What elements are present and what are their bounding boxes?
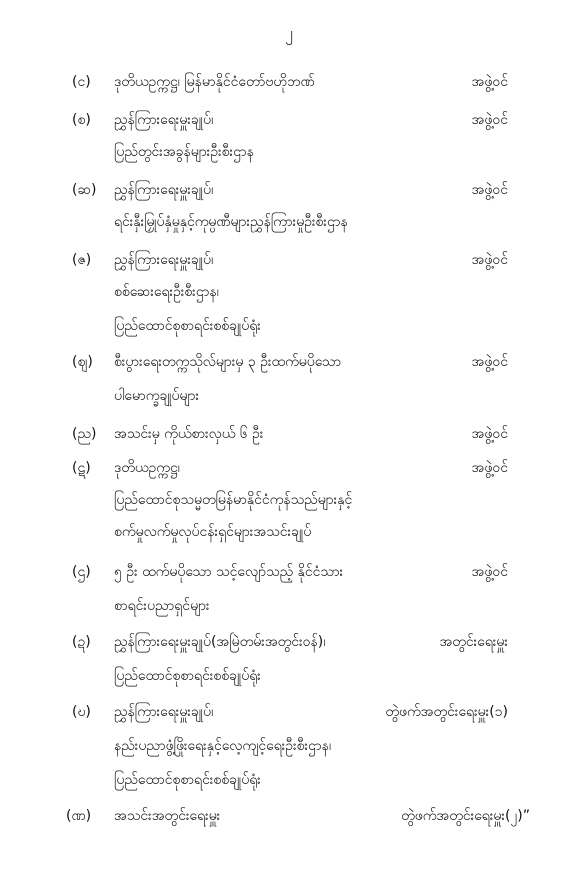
entry-role: အဖွဲ့ဝင်	[471, 74, 508, 90]
entry-text: ၅ ဦး ထက်မပိုသော သင့်လျော်သည့် နိုင်ငံသား	[114, 564, 344, 580]
entry-text: ဒုတိယဥက္ကဋ္ဌ၊	[114, 460, 180, 476]
entry-number: (ဆ)	[72, 182, 97, 198]
entry-text: ပါမောက္ခချုပ်များ	[114, 388, 200, 404]
entry-text: စာရင်းပညာရှင်များ	[114, 598, 210, 614]
entry-role: အတွင်းရေးမှူး	[439, 634, 508, 650]
entry-text: ပြည်တွင်းအခွန်များဦးစီးဌာန	[114, 144, 254, 160]
entry-text: နည်းပညာဖွံ့ဖြိုးရေးနှင့်လေ့ကျင့်ရေးဦးစီးဌာန၊	[114, 738, 332, 754]
entry-role: အဖွဲ့ဝင်	[471, 252, 508, 268]
entry-number: (ည)	[72, 426, 97, 442]
entry-text: စက်မှုလက်မှုလုပ်ငန်းရှင်များအသင်းချုပ်	[114, 524, 312, 540]
entry-role: အဖွဲ့ဝင်	[471, 564, 508, 580]
entry-text: ညွှန်ကြားရေးမှူးချုပ်(အမြဲတမ်းအတွင်းဝန်)၊	[114, 634, 326, 650]
entry-text: အသင်းမှ ကိုယ်စားလှယ် ၆ ဦး	[114, 426, 264, 442]
entry-role: အဖွဲ့ဝင်	[471, 112, 508, 128]
entry-role: အဖွဲ့ဝင်	[471, 182, 508, 198]
entry-number: (ဈ)	[72, 354, 93, 370]
entry-text: စီးပွားရေးတက္ကသိုလ်များမှ ၃ ဦးထက်မပိုသော	[114, 354, 342, 370]
entry-number: (ဍ)	[72, 634, 91, 650]
entry-number: (ဌ)	[72, 564, 91, 580]
entry-text: ပြည်ထောင်စုစာရင်းစစ်ချုပ်ရုံး	[114, 668, 261, 684]
entry-number: (ဏ)	[66, 808, 92, 824]
entry-number: (ဇ)	[72, 252, 92, 268]
entry-text: ဒုတိယဥက္ကဋ္ဌ၊ မြန်မာနိုင်ငံတော်ဗဟိုဘဏ်	[114, 74, 315, 90]
entry-text: အသင်းအတွင်းရေးမှူး	[114, 808, 221, 824]
page-number: ၂	[285, 23, 293, 42]
entry-role: အဖွဲ့ဝင်	[471, 354, 508, 370]
entry-role: တွဲဖက်အတွင်းရေးမှူး(၂)”	[401, 808, 530, 824]
entry-text: ပြည်ထောင်စုစာရင်းစစ်ချုပ်ရုံး	[114, 772, 261, 788]
entry-text: ညွှန်ကြားရေးမှူးချုပ်၊	[114, 252, 214, 268]
entry-number: (င)	[72, 74, 91, 90]
entry-role: အဖွဲ့ဝင်	[471, 426, 508, 442]
entry-text: ညွှန်ကြားရေးမှူးချုပ်၊	[114, 182, 214, 198]
entry-text: စစ်ဆေးရေးဦးစီးဌာန၊	[114, 284, 219, 300]
entry-number: (စ)	[72, 112, 91, 128]
entry-number: (ဋ)	[72, 460, 91, 476]
entry-number: (ဎ)	[72, 704, 91, 720]
entry-text: ရင်းနှီးမြှုပ်နှံမှုနှင့်ကုမ္ပဏီများညွှန်ကြားမှုဦးစီးဌာန	[114, 214, 348, 230]
entry-text: ပြည်ထောင်စုသမ္မတမြန်မာနိုင်ငံကုန်သည်များနှင့်	[114, 492, 353, 508]
entry-text: ပြည်ထောင်စုစာရင်းစစ်ချုပ်ရုံး	[114, 318, 261, 334]
entry-text: ညွှန်ကြားရေးမှူးချုပ်၊	[114, 704, 214, 720]
entry-role: အဖွဲ့ဝင်	[471, 460, 508, 476]
entry-role: တွဲဖက်အတွင်းရေးမှူး(၁)	[385, 704, 508, 720]
entry-text: ညွှန်ကြားရေးမှူးချုပ်၊	[114, 112, 214, 128]
